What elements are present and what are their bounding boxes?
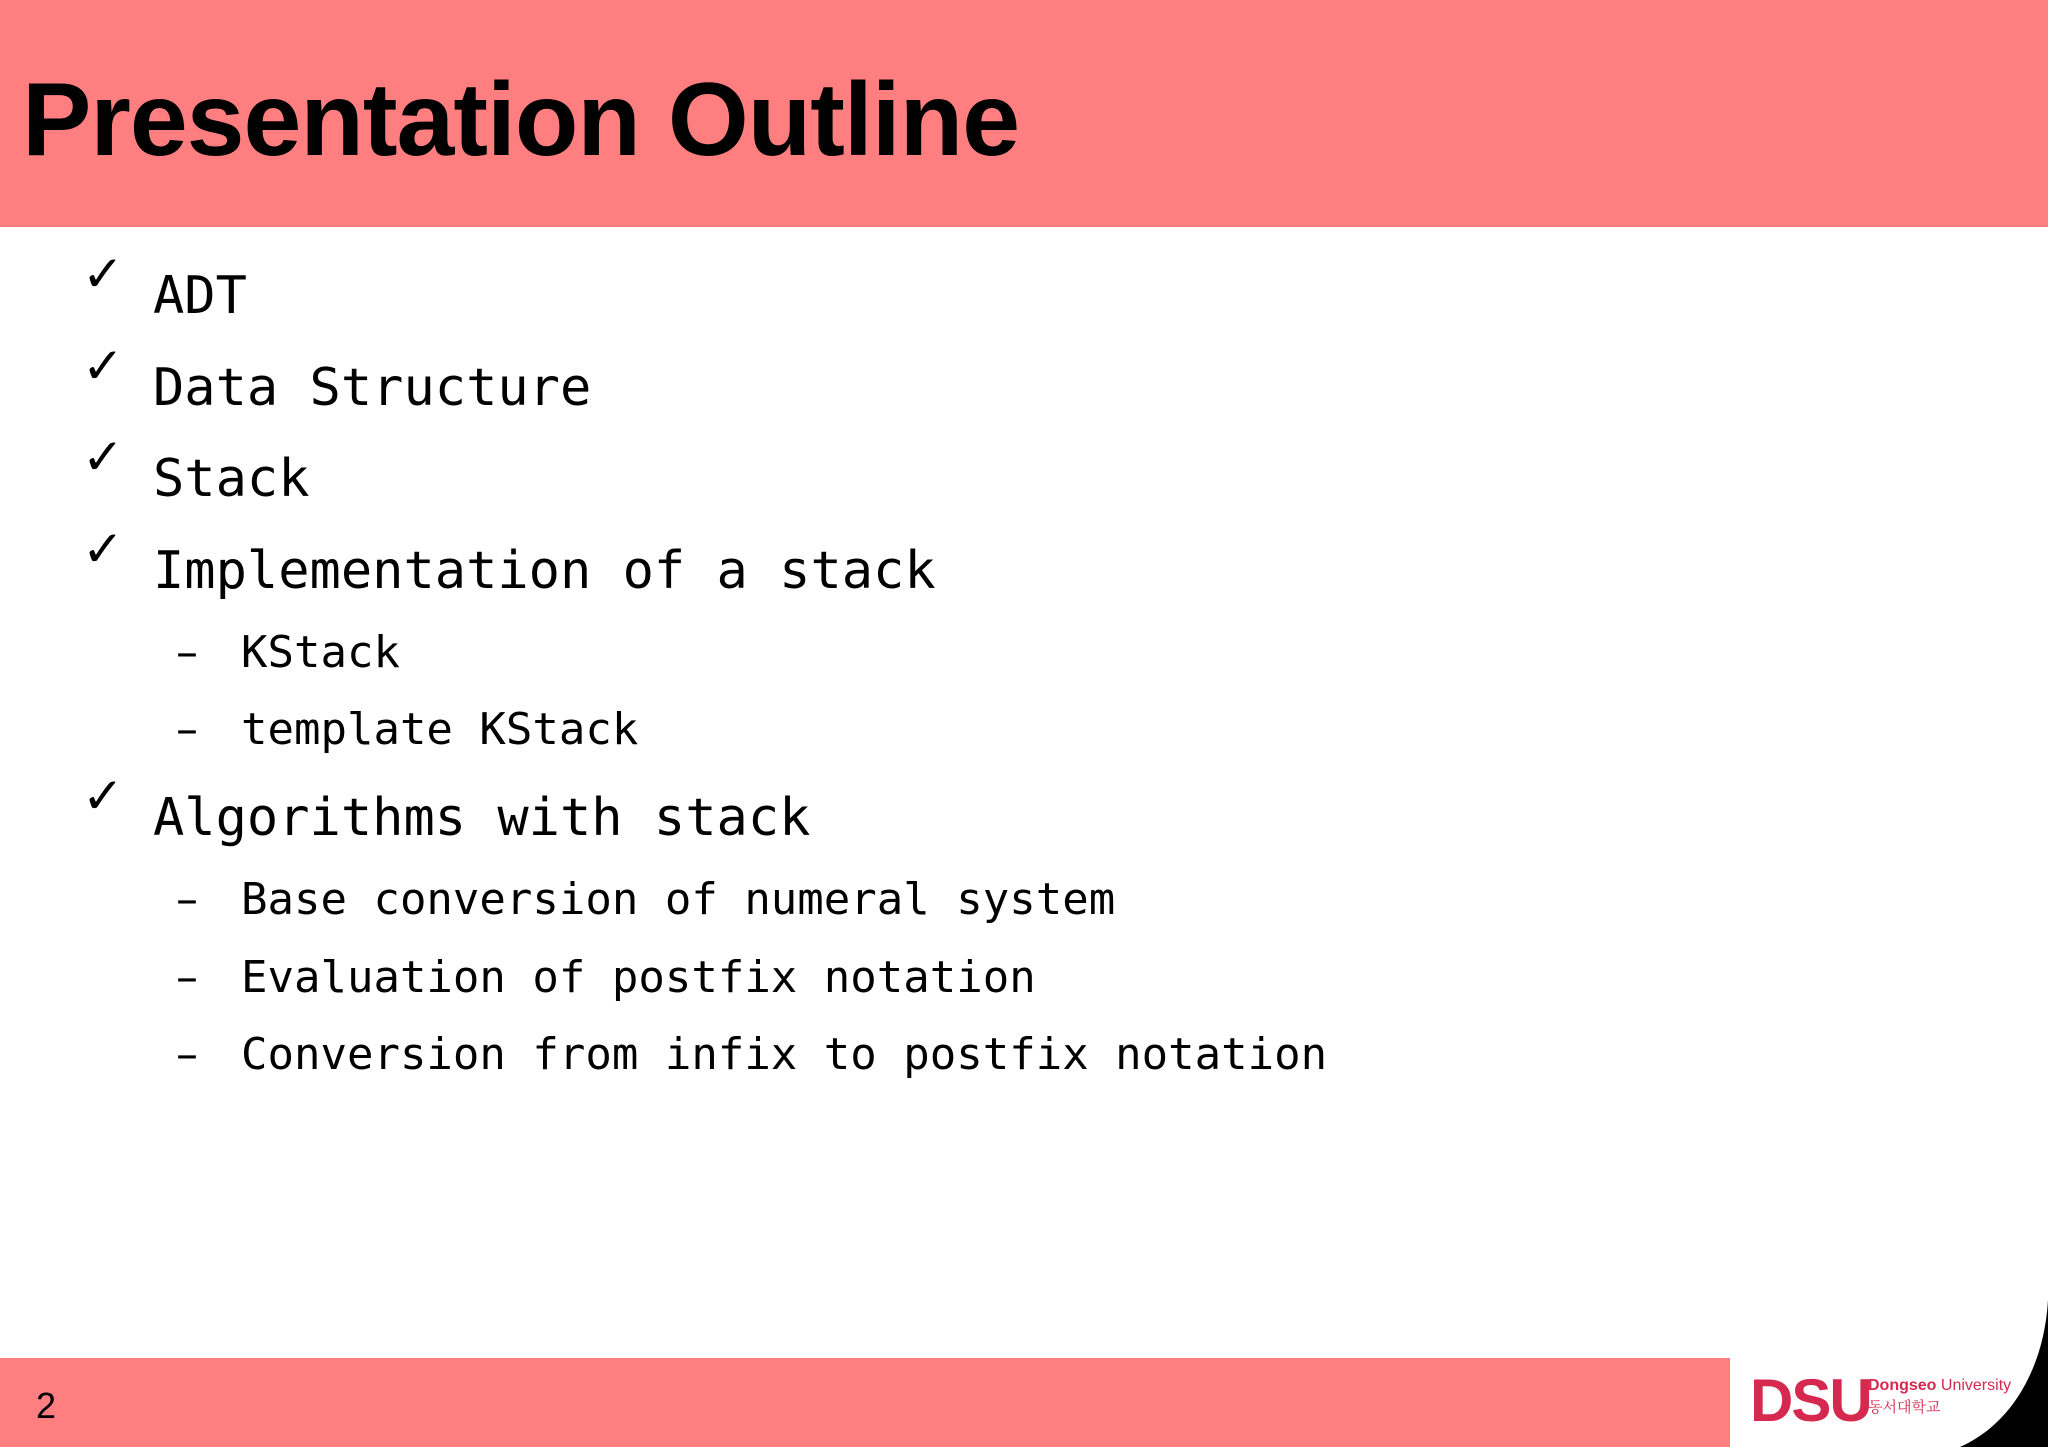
dash-bullet-icon: – <box>176 952 198 1003</box>
dash-bullet-icon: – <box>176 627 198 678</box>
dash-bullet-icon: – <box>176 704 198 755</box>
outline-item-label: Algorithms with stack <box>153 788 811 848</box>
outline-item-label: Data Structure <box>153 358 592 418</box>
page-number: 2 <box>36 1385 57 1426</box>
logo-name-rest: University <box>1936 1377 2012 1394</box>
checkmark-icon: ✓ <box>82 245 124 303</box>
outline-item-label: Implementation of a stack <box>153 541 936 601</box>
outline-item-label: Stack <box>153 449 310 509</box>
dash-bullet-icon: – <box>176 1029 198 1080</box>
logo-university-name <box>1868 1376 2011 1396</box>
logo-mark: DSU <box>1750 1367 1871 1434</box>
slide-title: Presentation Outline <box>22 62 1020 178</box>
outline-item-label: ADT <box>153 266 247 326</box>
logo-name-bold: Dongseo <box>1868 1377 1937 1394</box>
outline-subitem-label: KStack <box>241 627 400 678</box>
checkmark-icon: ✓ <box>82 767 124 825</box>
outline-subitem-label: Conversion from infix to postfix notation <box>241 1029 1328 1080</box>
checkmark-icon: ✓ <box>82 337 124 395</box>
logo-korean-name: 동서대학교 <box>1868 1398 1941 1416</box>
footer-band <box>0 1358 1730 1447</box>
dash-bullet-icon: – <box>176 874 198 925</box>
checkmark-icon: ✓ <box>82 428 124 486</box>
outline-subitem-label: Evaluation of postfix notation <box>241 952 1036 1003</box>
checkmark-icon: ✓ <box>82 520 124 578</box>
dsu-logo <box>1750 1366 2010 1436</box>
outline-subitem-label: template KStack <box>241 704 639 755</box>
outline-subitem-label: Base conversion of numeral system <box>241 874 1116 925</box>
